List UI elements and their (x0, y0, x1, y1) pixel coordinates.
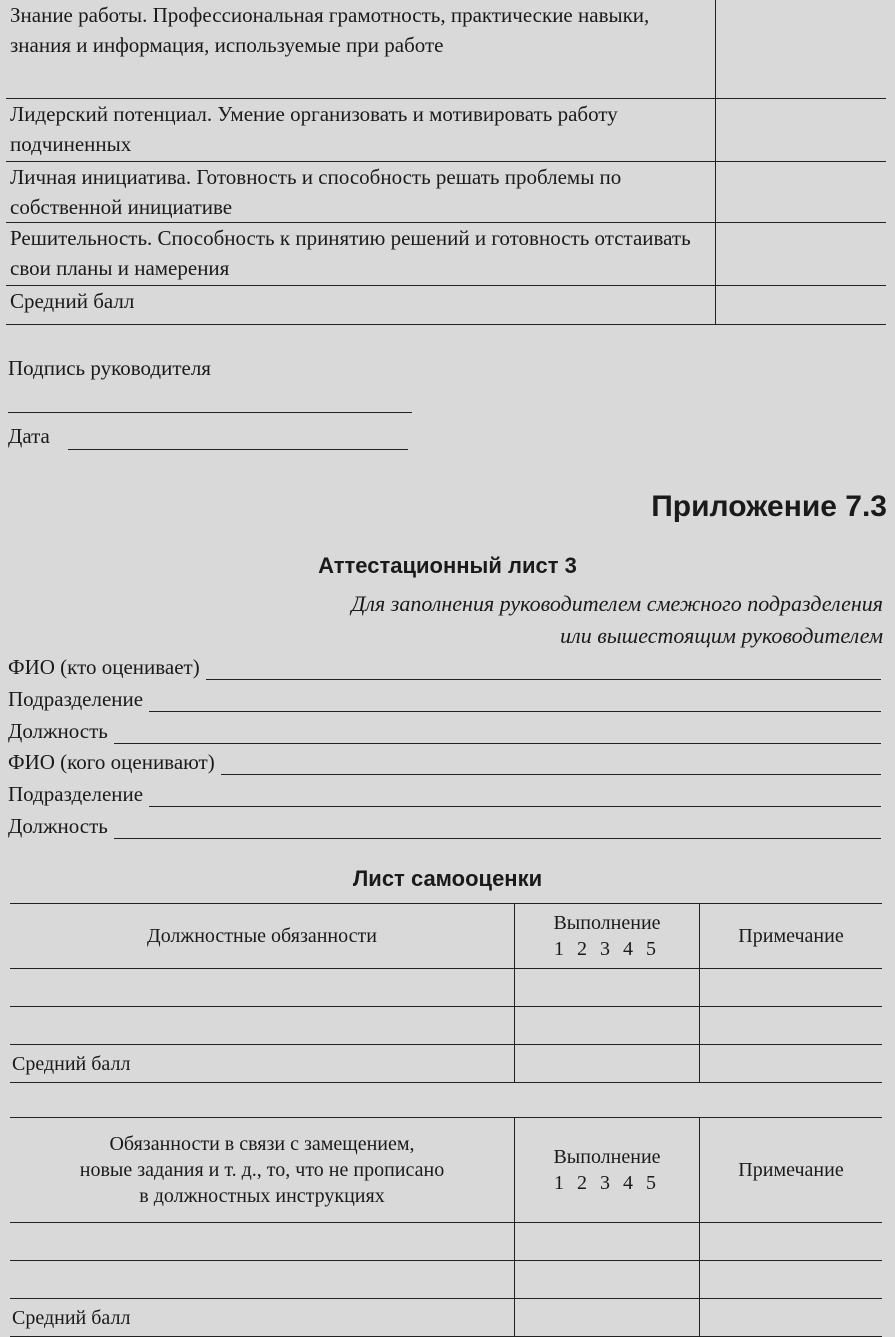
table-cell[interactable] (515, 1007, 700, 1045)
table-cell[interactable] (10, 1261, 515, 1299)
fill-instruction (83, 588, 883, 652)
average-label: Средний балл (10, 1045, 515, 1083)
criteria-cell: Личная инициатива. Готовность и способность решать проблемы по собственной инициативе (6, 162, 716, 223)
table-row (10, 1223, 882, 1261)
self-assessment-title: Лист самооценки (352, 866, 543, 891)
completion-label: Выполнение (553, 1146, 661, 1168)
score-cell[interactable] (716, 223, 887, 286)
table-row (10, 969, 882, 1007)
duties-table (10, 903, 882, 1083)
evaluatee-name-field (8, 747, 881, 775)
average-score-cell[interactable] (716, 286, 887, 325)
criteria-cell: Лидерский потенциал. Умение организовать и мотивировать работу подчиненных (6, 99, 716, 162)
table-cell[interactable] (10, 1223, 515, 1261)
evaluatee-position-field (8, 811, 881, 839)
additional-duties-header-row (10, 1118, 882, 1223)
field-line[interactable] (221, 752, 881, 775)
table-cell[interactable] (515, 1223, 700, 1261)
completion-label: Выполнение (553, 912, 661, 934)
table-cell[interactable] (10, 969, 515, 1007)
score-cell[interactable] (716, 99, 887, 162)
evaluator-position-field (8, 716, 881, 744)
criteria-row (6, 99, 886, 162)
average-row (10, 1045, 882, 1083)
criteria-row (6, 223, 886, 286)
table-cell[interactable] (700, 1007, 883, 1045)
table-row (10, 1261, 882, 1299)
signature-line[interactable] (8, 412, 412, 413)
table-cell[interactable] (700, 1299, 883, 1337)
duties-header-row (10, 904, 882, 969)
fill-instruction-line: или вышестоящим руководителем (560, 623, 883, 648)
score-cell[interactable] (716, 162, 887, 223)
criteria-cell: Решительность. Способность к принятию решений и готовность отстаивать свои планы и намерения (6, 223, 716, 286)
field-label: Подразделение (8, 782, 144, 806)
field-line[interactable] (206, 657, 881, 680)
evaluatee-department-field (8, 779, 881, 807)
table-cell[interactable] (515, 969, 700, 1007)
remarks-header: Примечание (700, 1118, 883, 1223)
signature-label: Подпись руководителя (8, 356, 211, 380)
sheet-title: Аттестационный лист 3 (318, 553, 577, 578)
evaluator-name-field (8, 652, 881, 680)
table-cell[interactable] (515, 1299, 700, 1337)
average-label: Средний балл (10, 1299, 515, 1337)
additional-duties-header (10, 1118, 515, 1223)
duties-header: Должностные обязанности (10, 904, 515, 969)
table-cell[interactable] (700, 1045, 883, 1083)
date-label: Дата (8, 424, 50, 448)
average-label: Средний балл (6, 286, 716, 325)
table-cell[interactable] (700, 1261, 883, 1299)
table-cell[interactable] (10, 1007, 515, 1045)
fill-instruction-line: Для заполнения руководителем смежного подразделения (351, 591, 883, 616)
average-row (6, 286, 886, 325)
additional-duties-table (10, 1117, 882, 1337)
table-cell[interactable] (700, 969, 883, 1007)
appendix-title: Приложение 7.3 (651, 490, 887, 523)
field-label: Должность (8, 814, 108, 838)
criteria-row (6, 162, 886, 223)
criteria-cell: Знание работы. Профессиональная грамотность, практические навыки, знания и информация, используемые при работе (6, 0, 716, 99)
table-cell[interactable] (515, 1261, 700, 1299)
criteria-table (6, 0, 886, 325)
field-label: ФИО (кого оценивают) (8, 750, 215, 774)
evaluator-department-field (8, 684, 881, 712)
field-label: Должность (8, 719, 108, 743)
completion-scale: 1 2 3 4 5 (554, 1172, 660, 1194)
field-line[interactable] (114, 721, 881, 744)
completion-header (515, 1118, 700, 1223)
table-cell[interactable] (515, 1045, 700, 1083)
field-label: Подразделение (8, 687, 144, 711)
field-line[interactable] (149, 784, 881, 807)
field-line[interactable] (114, 816, 881, 839)
table-cell[interactable] (700, 1223, 883, 1261)
completion-scale: 1 2 3 4 5 (554, 938, 660, 960)
completion-header (515, 904, 700, 969)
criteria-row (6, 0, 886, 99)
average-row (10, 1299, 882, 1337)
field-label: ФИО (кто оценивает) (8, 655, 200, 679)
field-line[interactable] (149, 689, 881, 712)
header-line: новые задания и т. д., то, что не прописано (79, 1159, 445, 1181)
header-line: Обязанности в связи с замещением, (109, 1133, 415, 1155)
score-cell[interactable] (716, 0, 887, 99)
date-line[interactable] (68, 449, 408, 450)
header-line: в должностных инструкциях (139, 1185, 385, 1207)
remarks-header: Примечание (700, 904, 883, 969)
table-row (10, 1007, 882, 1045)
